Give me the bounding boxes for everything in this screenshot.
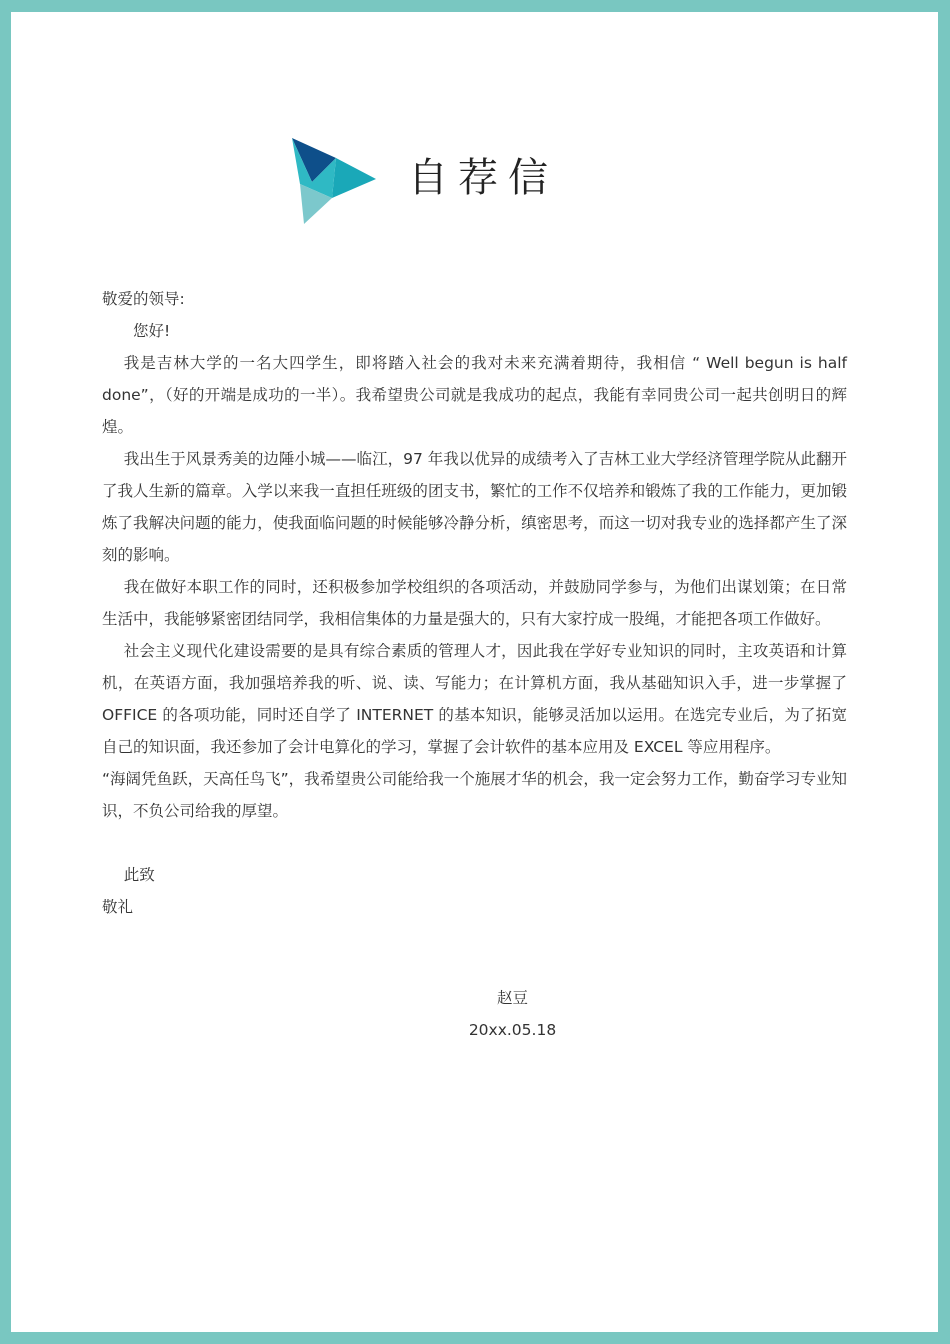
paragraph-5: “海阔凭鱼跃，天高任鸟飞”，我希望贵公司能给我一个施展才华的机会，我一定会努力工作，勤奋学习专业知识，不负公司给我的厚望。 <box>102 770 847 820</box>
paragraph-1: 我是吉林大学的一名大四学生，即将踏入社会的我对未来充满着期待，我相信 “ Well begun is half done”，（好的开端是成功的一半）。我希望贵公司就是我成功的起点，我能有幸同贵公司一起共创明日的辉煌。 <box>102 354 847 436</box>
paragraph-2: 我出生于风景秀美的边陲小城——临江，97 年我以优异的成绩考入了吉林工业大学经济管理学院从此翻开了我人生新的篇章。入学以来我一直担任班级的团支书，繁忙的工作不仅培养和锻炼了我的工作能力，更加锻炼了我解决问题的能力，使我面临问题的时候能够冷静分析，缜密思考，而这一切对我专业的选择都产生了深刻的影响。 <box>102 450 847 564</box>
greeting: 您好! <box>133 322 171 340</box>
paragraph-3: 我在做好本职工作的同时，还积极参加学校组织的各项活动，并鼓励同学参与，为他们出谋划策；在日常生活中，我能够紧密团结同学，我相信集体的力量是强大的，只有大家拧成一股绳，才能把各项工作做好。 <box>102 578 847 628</box>
letter-date: 20xx.05.18 <box>468 1021 557 1039</box>
spacer <box>102 827 847 859</box>
logo-shard-teal <box>332 158 376 198</box>
closing-salute: 敬礼 <box>102 898 134 916</box>
page-title: 自荐信 <box>408 155 558 201</box>
salutation: 敬爱的领导: <box>102 290 185 308</box>
closing-regards: 此致 <box>123 866 155 884</box>
play-triangle-logo-icon <box>292 138 382 224</box>
signer-name: 赵豆 <box>496 989 528 1007</box>
letter-body <box>102 283 847 923</box>
paragraph-4: 社会主义现代化建设需要的是具有综合素质的管理人才，因此我在学好专业知识的同时，主攻英语和计算机，在英语方面，我加强培养我的听、说、读、写能力；在计算机方面，我从基础知识入手，进一步掌握了 OFFICE 的各项功能，同时还自学了 INTERNET 的基本知识，能够灵活加以运用。在选完专业后，为了拓宽自己的知识面，我还参加了会计电算化的学习，掌握了会计软件的基本应用及 EXCEL 等应用程序。 <box>102 642 847 756</box>
